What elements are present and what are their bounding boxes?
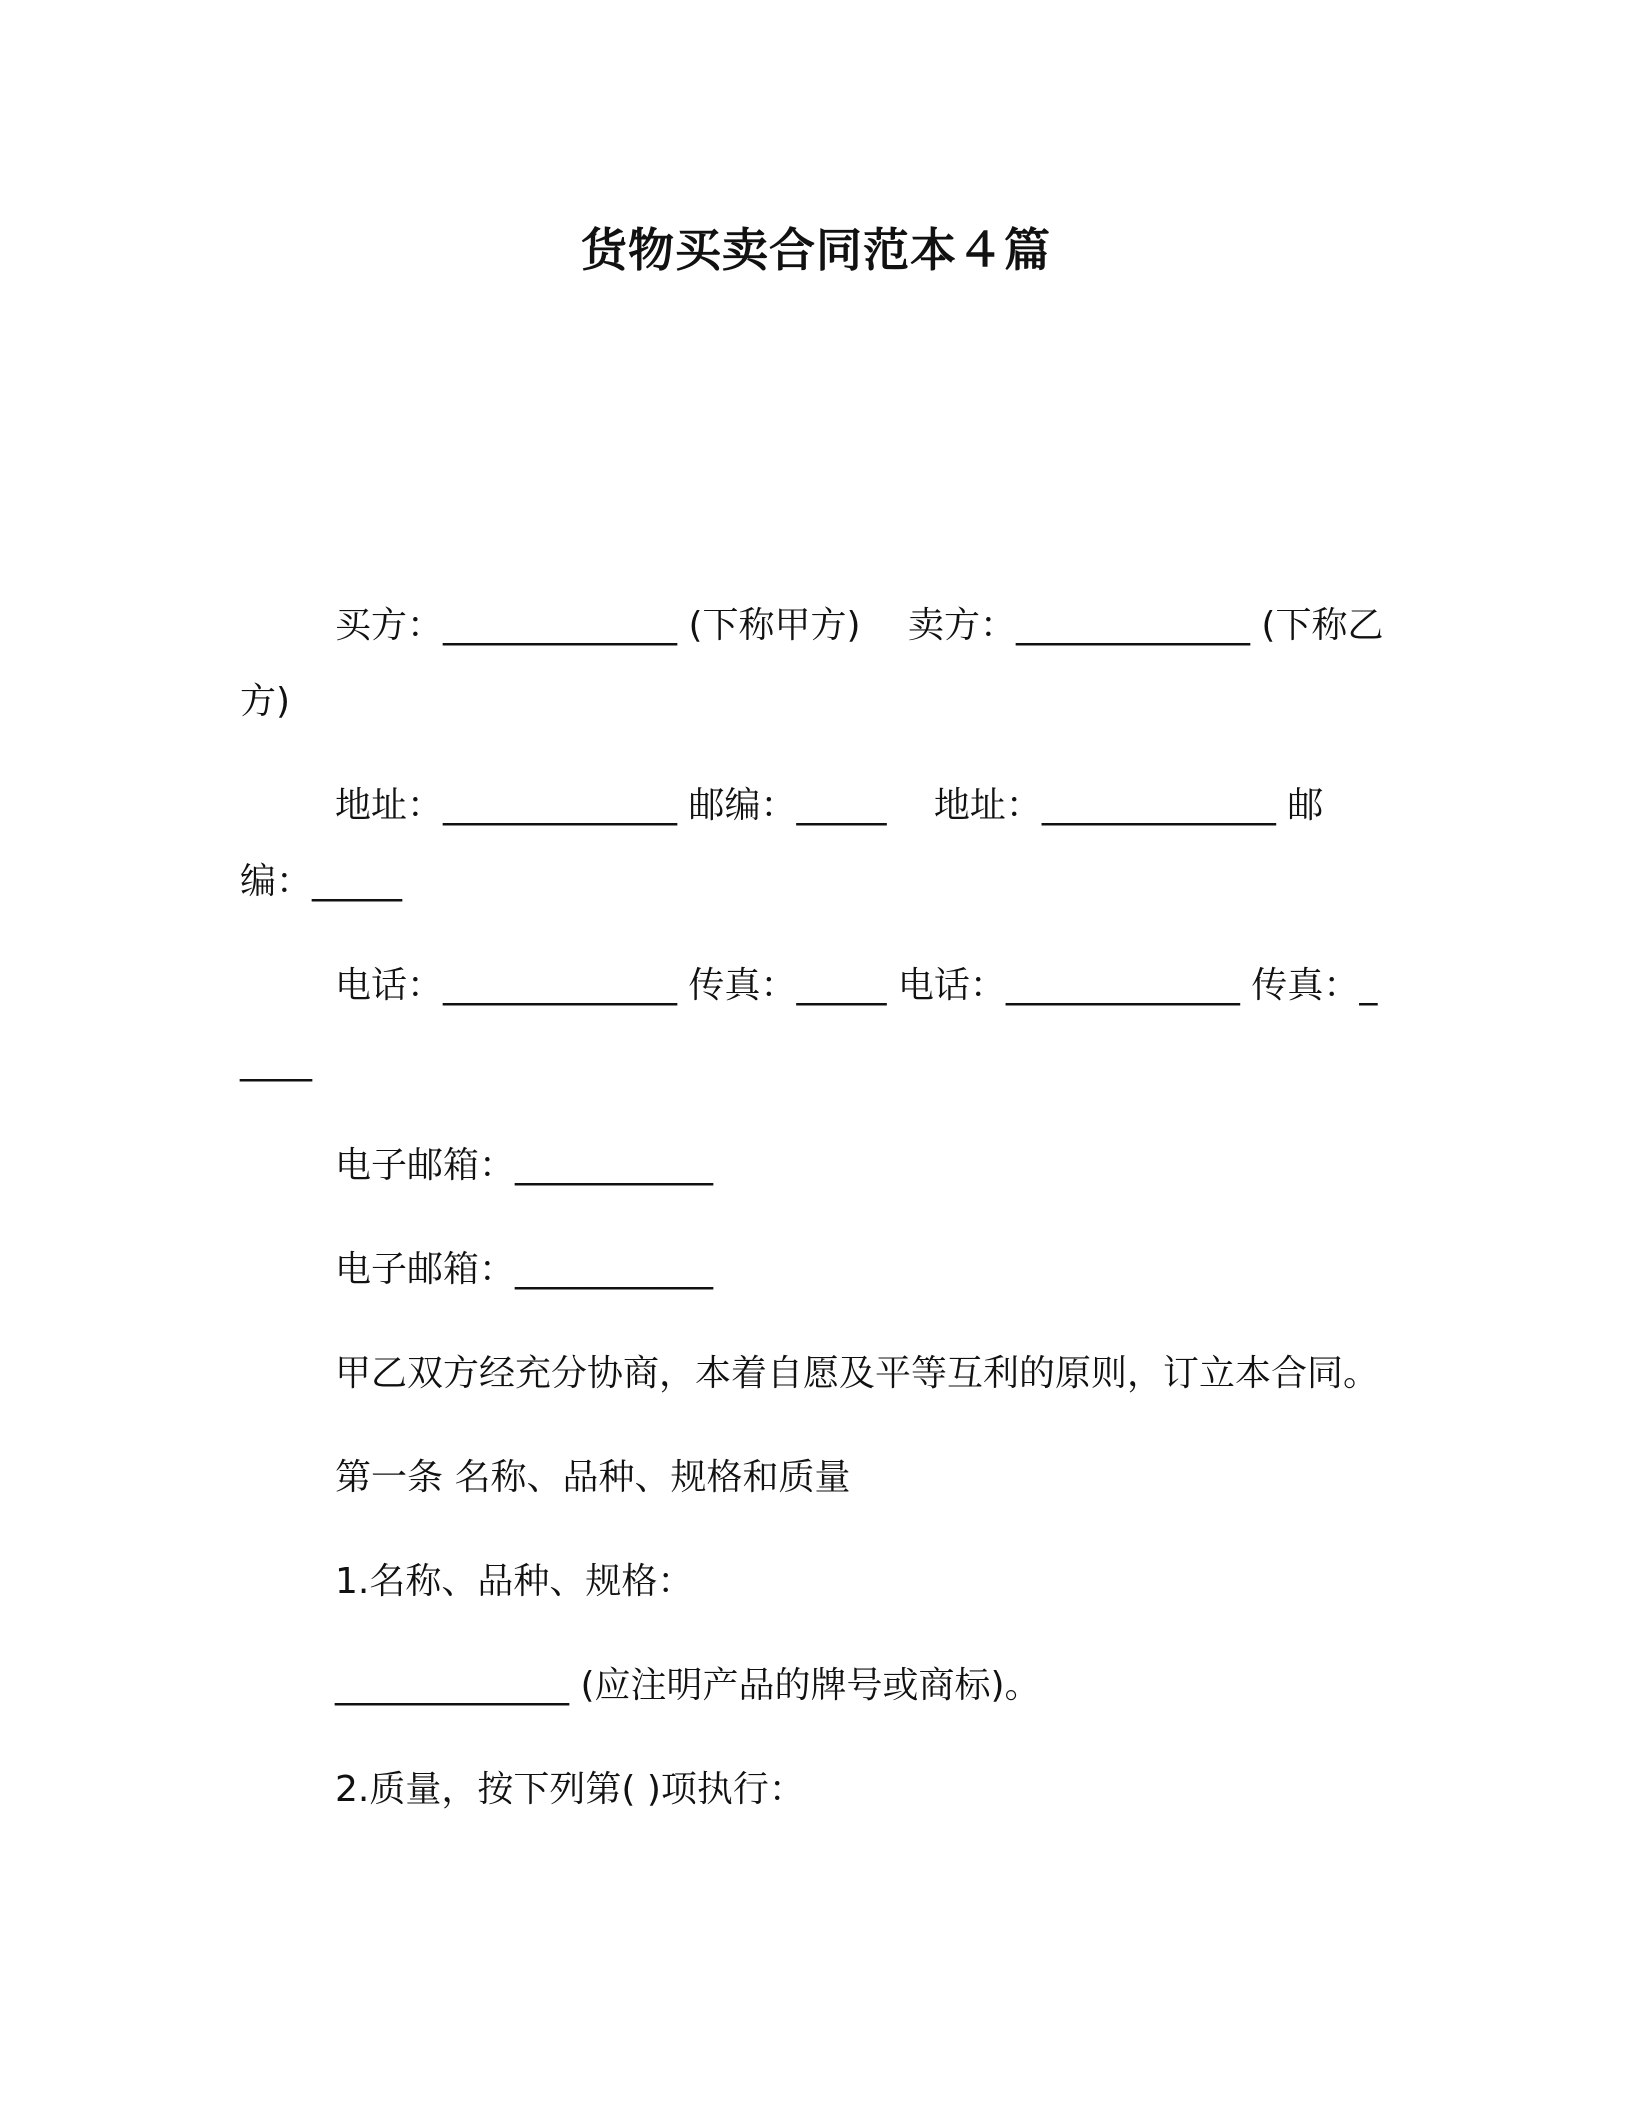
phone-fax-line: 电话：_____________ 传真：_____ 电话：_____________ 传真：_____: [240, 965, 1378, 1082]
document-title: 货物买卖合同范本４篇: [581, 223, 1051, 277]
quality-line: 2.质量，按下列第( )项执行：: [335, 1769, 805, 1810]
agreement-statement: 甲乙双方经充分协商，本着自愿及平等互利的原则，订立本合同。: [335, 1353, 1380, 1394]
item-name-variety-spec: 1.名称、品种、规格：: [335, 1561, 694, 1602]
email-line-seller: 电子邮箱：___________: [335, 1249, 714, 1290]
address-line: 地址：_____________ 邮编：_____ 地址：_____________ 邮编：_____: [240, 785, 1324, 902]
email-line-buyer: 电子邮箱：___________: [335, 1145, 714, 1186]
article-one-heading: 第一条 名称、品种、规格和质量: [335, 1457, 851, 1498]
brand-note-line: _____________ (应注明产品的牌号或商标)。: [335, 1665, 1041, 1706]
buyer-seller-line: 买方：_____________ (下称甲方) 卖方：_____________ (下称乙方): [240, 605, 1384, 722]
document-body: [240, 588, 1390, 1856]
